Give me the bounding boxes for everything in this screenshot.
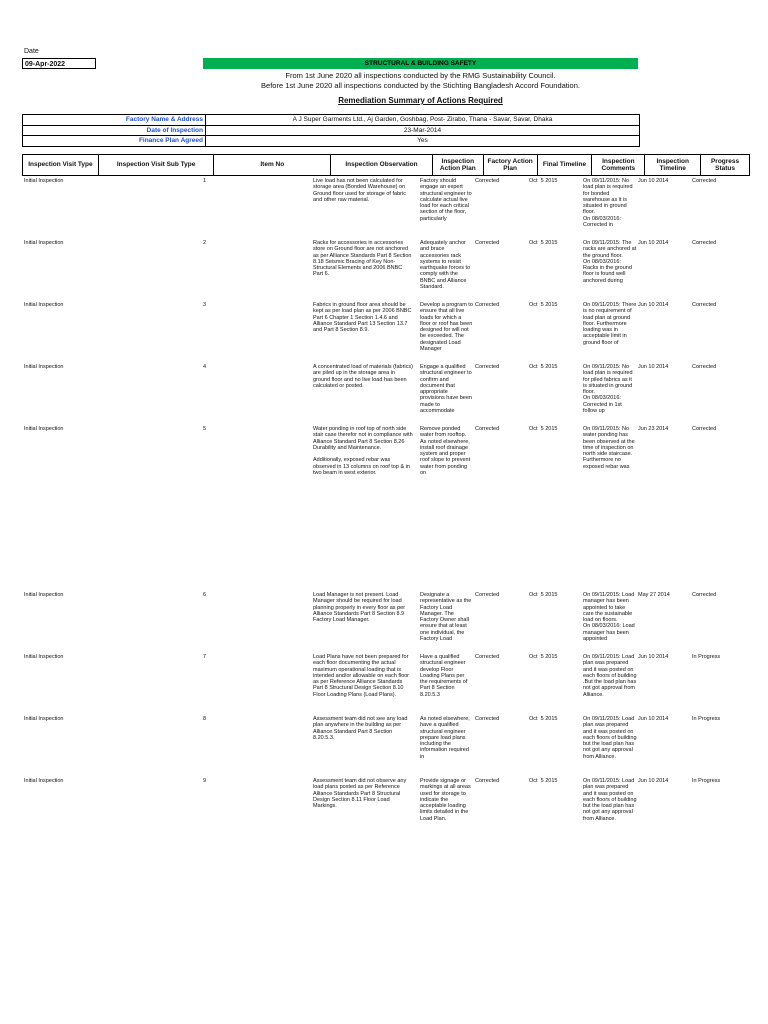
intro-line-1: From 1st June 2020 all inspections conducted by the RMG Sustainability Council.: [285, 71, 556, 80]
header-factory-plan: Factory Action Plan: [484, 155, 538, 175]
final-timeline-cell: Oct 5 2015: [529, 716, 558, 722]
factory-plan-cell: Corrected: [475, 778, 500, 784]
comments-cell: On 09/11/2015: No load plan is required for piled fabrics as it is situated in ground floor. On 08/03/2016: Corrected in 1st follow up: [583, 364, 633, 415]
action-plan-cell: Engage a qualified structural engineer to confirm and document that appropriate provisions have been made to accommodate: [420, 364, 474, 415]
visit-type-cell: Initial Inspection: [24, 240, 64, 246]
status-cell: Corrected: [692, 592, 717, 598]
comments-cell: On 09/11/2015: No water ponding has been observed at the time of inspection on north side staircase. Furthermore no exposed rebar was: [583, 426, 637, 470]
comments-cell: On 09/11/2015: Load manager has been appointed to take care the sustainable load on floors. On 08/03/2016: Load manager has been appointed: [583, 592, 635, 643]
status-cell: In Progress: [692, 654, 721, 660]
visit-type-cell: Initial Inspection: [24, 426, 64, 432]
section-banner: STRUCTURAL & BUILDING SAFETY: [203, 58, 638, 69]
finance-label: Finance Plan Agreed: [23, 136, 206, 146]
observation-cell: Fabrics in ground floor area should be kept as per load plan as per 2006 BNBC Part 6 Chapter 1 Section 1.4.6 and Alliance Standard Part 13 Section 13.7 and Part 8 Section 8.9.: [313, 302, 413, 334]
visit-type-cell: Initial Inspection: [24, 654, 64, 660]
status-cell: Corrected: [692, 178, 717, 184]
factory-plan-cell: Corrected: [475, 716, 500, 722]
action-plan-cell: Adequately anchor and brace accessories rack systems to resist earthquake forces to comply with the BNBC and Alliance Standard.: [420, 240, 472, 291]
final-timeline-cell: Oct 5 2015: [529, 302, 558, 308]
visit-type-cell: Initial Inspection: [24, 178, 64, 184]
factory-label: Factory Name & Address: [23, 115, 206, 125]
factory-plan-cell: Corrected: [475, 592, 500, 598]
insp-timeline-cell: Jun 10 2014: [638, 240, 669, 246]
observation-cell: Load Manager is not present. Load Manager should be required for load planning properly in every floor as per Alliance Standards Part 8 Section 8.9 Factory Load Manager.: [313, 592, 407, 624]
header-action-plan: Inspection Action Plan: [433, 155, 484, 175]
header-final-timeline: Final Timeline: [538, 155, 593, 175]
item-no-cell: 9: [203, 778, 207, 784]
status-cell: In Progress: [692, 778, 721, 784]
inspection-date-label: Date of Inspection: [23, 126, 206, 136]
action-plan-cell: Provide signage or markings at all areas used for storage to indicate the acceptable loading limits detailed in the Load Plan.: [420, 778, 473, 822]
comments-cell: On 09/11/2015: No load plan is required for bonded warehouse as it is situated in ground floor. On 08/03/2016: Corrected in: [583, 178, 633, 229]
final-timeline-cell: Oct 5 2015: [529, 592, 558, 598]
insp-timeline-cell: Jun 10 2014: [638, 178, 669, 184]
visit-type-cell: Initial Inspection: [24, 592, 64, 598]
final-timeline-cell: Oct 5 2015: [529, 778, 558, 784]
action-plan-cell: Remove ponded water from rooftop. As noted elsewhere, install roof drainage system and proper roof slope to prevent water from ponding on: [420, 426, 472, 477]
factory-info-table: [22, 114, 640, 147]
insp-timeline-cell: Jun 10 2014: [638, 778, 669, 784]
summary-title: Remediation Summary of Actions Required: [338, 96, 503, 105]
header-comments: Inspection Comments: [592, 155, 645, 175]
comments-cell: On 09/11/2015: There is no requirement of load plan at ground floor. Furthermore loading was in acceptable limit in ground floor of: [583, 302, 638, 346]
action-plan-cell: Designate a representative as the Factory Load Manager. The Factory Owner shall ensure that at least one individual, the Factory Load: [420, 592, 473, 643]
action-plan-cell: Have a qualified structural engineer develop Floor Loading Plans per the requirements of Part 8 Section 8.20.5.3: [420, 654, 469, 698]
intro-line-2: Before 1st June 2020 all inspections conducted by the Stichting Bangladesh Accord Foundation.: [261, 81, 580, 90]
comments-cell: On 09/11/2015: Load plan was prepared and it was posted on each floors of building .But the load plan has not got approval from Alliance.: [583, 654, 639, 698]
factory-plan-cell: Corrected: [475, 364, 500, 370]
observation-cell: Assessment team did not see any load plan anywhere in the building as per Alliance Standard Part 8 Section 8.20.5.3.: [313, 716, 410, 741]
item-no-cell: 5: [203, 426, 207, 432]
comments-cell: On 09/11/2015: The racks are anchored at the ground floor. On 08/03/2016: Racks in the ground floor is found well anchored during: [583, 240, 637, 284]
item-no-cell: 6: [203, 592, 207, 598]
factory-plan-cell: Corrected: [475, 240, 500, 246]
status-cell: In Progress: [692, 716, 721, 722]
observation-cell: Live load has not been calculated for storage area (Bonded Warehouse) on Ground floor used for storage of fabric and other raw material.: [313, 178, 408, 203]
status-cell: Corrected: [692, 240, 717, 246]
finance-value: Yes: [417, 137, 428, 144]
status-cell: Corrected: [692, 364, 717, 370]
table-header: [22, 154, 750, 176]
factory-value: A J Super Garments Ltd., Aj Garden, Goshbag, Post- Zirabo, Thana - Savar, Savar, Dhaka: [292, 116, 553, 123]
inspection-date-value: 23-Mar-2014: [403, 126, 442, 134]
inspection-date-row: [23, 126, 639, 137]
header-visit-sub-type: Inspection Visit Sub Type: [99, 155, 215, 175]
item-no-cell: 1: [203, 178, 207, 184]
action-plan-cell: Factory should engage an expert structural engineer to calculate actual live load for each critical section of the floor, particularly: [420, 178, 474, 222]
header-status: Progress Status: [710, 157, 740, 172]
visit-type-cell: Initial Inspection: [24, 302, 64, 308]
factory-row: [23, 115, 639, 126]
observation-cell: Water ponding in roof top of north side stair case therefor not in compliance with Alliance Standard Part 8 Section 8.26 Durability and Maintenance. Additionally, exposed rebar was observed in 13 columns on roof top & in two beam in west exterior.: [313, 426, 413, 477]
factory-plan-cell: Corrected: [475, 302, 500, 308]
action-plan-cell: As noted elsewhere, have a qualified structural engineer prepare load plans including the information required in: [420, 716, 472, 760]
factory-plan-cell: Corrected: [475, 426, 500, 432]
status-cell: Corrected: [692, 302, 717, 308]
insp-timeline-cell: Jun 10 2014: [638, 716, 669, 722]
visit-type-cell: Initial Inspection: [24, 778, 64, 784]
insp-timeline-cell: Jun 23 2014: [638, 426, 669, 432]
item-no-cell: 2: [203, 240, 207, 246]
header-observation: Inspection Observation: [331, 155, 433, 175]
final-timeline-cell: Oct 5 2015: [529, 178, 558, 184]
final-timeline-cell: Oct 5 2015: [529, 240, 558, 246]
date-field: 09-Apr-2022: [22, 58, 96, 69]
factory-plan-cell: Corrected: [475, 654, 500, 660]
visit-type-cell: Initial Inspection: [24, 364, 64, 370]
insp-timeline-cell: Jun 10 2014: [638, 654, 669, 660]
date-label: Date: [24, 48, 39, 55]
item-no-cell: 8: [203, 716, 207, 722]
item-no-cell: 4: [203, 364, 207, 370]
final-timeline-cell: Oct 5 2015: [529, 654, 558, 660]
final-timeline-cell: Oct 5 2015: [529, 364, 558, 370]
observation-cell: A concentrated load of materials (fabrics) are piled up in the storage area in ground floor and no live load has been calculated or posted.: [313, 364, 415, 389]
observation-cell: Assessment team did not observe any load plans posted as per Reference Alliance Standards Part 8 Structural Design Section 8.11 Floor Load Markings.: [313, 778, 408, 810]
header-item-no: Item No: [214, 155, 331, 175]
header-visit-type: Inspection Visit Type: [23, 155, 99, 175]
status-cell: Corrected: [692, 426, 717, 432]
factory-plan-cell: Corrected: [475, 178, 500, 184]
comments-cell: On 09/11/2015: Load plan was prepared and it was posted on each floors of building but the load plan has not got any approval from Alliance.: [583, 716, 639, 760]
comments-cell: On 09/11/2015: Load plan was prepared and it was posted on each floors of building but the load plan has not got any approval from Alliance.: [583, 778, 639, 822]
header-insp-timeline: Inspection Timeline: [645, 155, 701, 175]
item-no-cell: 3: [203, 302, 207, 308]
observation-cell: Racks for accessories in accessories store on Ground floor are not anchored as per Alliance Standards Part 8 Section 8.18 Seismic Bracing of Key Non-Structural Elements and 2006 BNBC Part 6.: [313, 240, 413, 278]
action-plan-cell: Develop a program to ensure that all live loads for which a floor or roof has been designed for will not be exceeded. The designated Load Manager: [420, 302, 475, 353]
insp-timeline-cell: Jun 10 2014: [638, 302, 669, 308]
visit-type-cell: Initial Inspection: [24, 716, 64, 722]
insp-timeline-cell: Jun 10 2014: [638, 364, 669, 370]
final-timeline-cell: Oct 5 2015: [529, 426, 558, 432]
insp-timeline-cell: May 27 2014: [638, 592, 670, 598]
observation-cell: Load Plans have not been prepared for each floor documenting the actual maximum operational loading that is intended and/or allowable on each floor as per Reference Alliance Standards Part 8 Structural Design Section 8.10 Floor Loading Plans (Load Plans).: [313, 654, 411, 698]
item-no-cell: 7: [203, 654, 207, 660]
finance-row: [23, 136, 639, 146]
